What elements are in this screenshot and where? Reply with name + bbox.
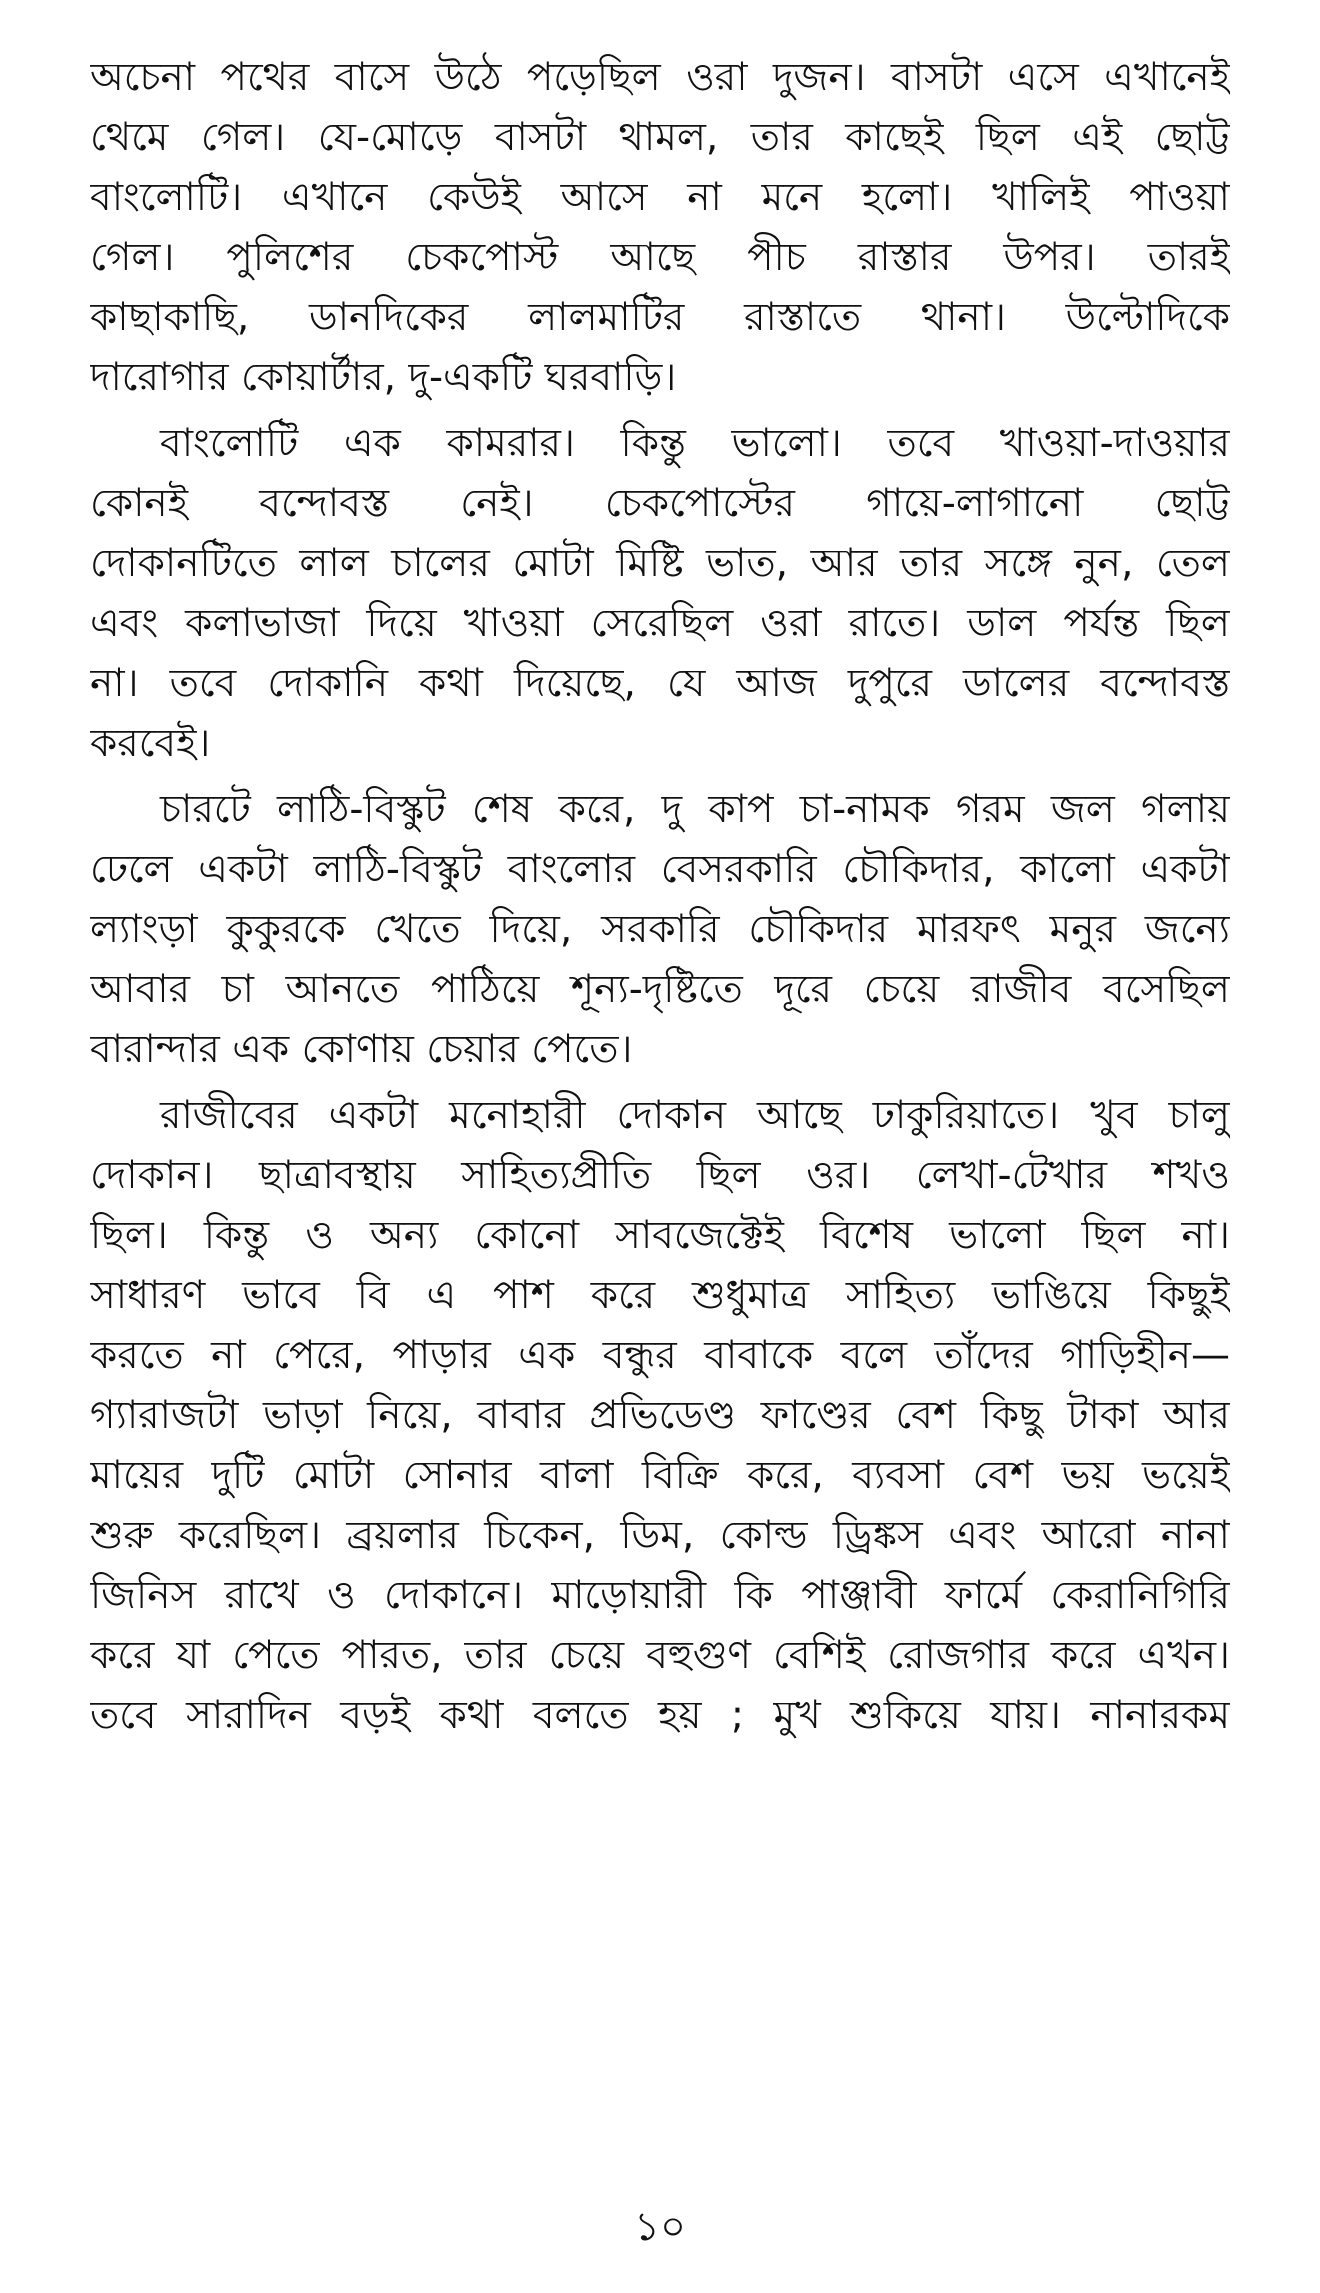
text-line: এবং কলাভাজা দিয়ে খাওয়া সেরেছিল ওরা রাতে। ডাল পর্যন্ত ছিল <box>90 601 1230 646</box>
text-line: করতে না পেরে, পাড়ার এক বন্ধুর বাবাকে বলে তাঁদের গাড়িহীন— <box>90 1333 1230 1378</box>
text-line: থেমে গেল। যে-মোড়ে বাসটা থামল, তার কাছেই ছিল এই ছোট্ট <box>90 115 1230 160</box>
text-line: জিনিস রাখে ও দোকানে। মাড়োয়ারী কি পাঞ্জাবী ফার্মে কেরানিগিরি <box>90 1573 1230 1618</box>
text-line: না। তবে দোকানি কথা দিয়েছে, যে আজ দুপুরে ডালের বন্দোবস্ত <box>90 661 1230 706</box>
text-line: করে যা পেতে পারত, তার চেয়ে বহুগুণ বেশিই রোজগার করে এখন। <box>90 1633 1230 1678</box>
text-line: কাছাকাছি, ডানদিকের লালমাটির রাস্তাতে থানা। উল্টোদিকে <box>90 295 1230 340</box>
paragraph-4 <box>90 1086 1230 1746</box>
text-line: ছিল। কিন্তু ও অন্য কোনো সাবজেক্টেই বিশেষ ভালো ছিল না। <box>90 1213 1230 1258</box>
paragraph-2 <box>90 414 1230 774</box>
text-line: চারটে লাঠি-বিস্কুট শেষ করে, দু কাপ চা-নামক গরম জল গলায় <box>160 787 1230 832</box>
text-line: গেল। পুলিশের চেকপোস্ট আছে পীচ রাস্তার উপর। তারই <box>90 235 1230 280</box>
text-line: ঢেলে একটা লাঠি-বিস্কুট বাংলোর বেসরকারি চৌকিদার, কালো একটা <box>90 847 1230 892</box>
text-line: দারোগার কোয়ার্টার, দু-একটি ঘরবাড়ি। <box>90 355 677 400</box>
text-line: দোকানটিতে লাল চালের মোটা মিষ্টি ভাত, আর তার সঙ্গে নুন, তেল <box>90 541 1230 586</box>
text-line: অচেনা পথের বাসে উঠে পড়েছিল ওরা দুজন। বাসটা এসে এখানেই <box>90 55 1230 100</box>
paragraph-1 <box>90 48 1230 408</box>
text-line: বারান্দার এক কোণায় চেয়ার পেতে। <box>90 1027 633 1072</box>
text-line: সাধারণ ভাবে বি এ পাশ করে শুধুমাত্র সাহিত্য ভাঙিয়ে কিছুই <box>90 1273 1230 1318</box>
text-line: শুরু করেছিল। ব্রয়লার চিকেন, ডিম, কোল্ড ড্রিঙ্কস এবং আরো নানা <box>90 1513 1230 1558</box>
text-line: করবেই। <box>90 721 211 766</box>
text-line: বাংলোটি এক কামরার। কিন্তু ভালো। তবে খাওয়া-দাওয়ার <box>160 421 1230 466</box>
text-line: মায়ের দুটি মোটা সোনার বালা বিক্রি করে, ব্যবসা বেশ ভয় ভয়েই <box>90 1453 1230 1498</box>
text-line: আবার চা আনতে পাঠিয়ে শূন্য-দৃষ্টিতে দূরে চেয়ে রাজীব বসেছিল <box>90 967 1230 1012</box>
text-line: গ্যারাজটা ভাড়া নিয়ে, বাবার প্রভিডেণ্ড ফাণ্ডের বেশ কিছু টাকা আর <box>90 1393 1230 1438</box>
paragraph-3 <box>90 780 1230 1080</box>
page-number: ১০ <box>634 2204 686 2250</box>
text-line: দোকান। ছাত্রাবস্থায় সাহিত্যপ্রীতি ছিল ওর। লেখা-টেখার শখও <box>90 1153 1230 1198</box>
text-line: তবে সারাদিন বড়ই কথা বলতে হয় ; মুখ শুকিয়ে যায়। নানারকম <box>90 1693 1230 1738</box>
text-line: ল্যাংড়া কুকুরকে খেতে দিয়ে, সরকারি চৌকিদার মারফৎ মনুর জন্যে <box>90 907 1230 952</box>
body-text <box>90 48 1230 1746</box>
text-line: রাজীবের একটা মনোহারী দোকান আছে ঢাকুরিয়াতে। খুব চালু <box>160 1093 1230 1138</box>
text-line: কোনই বন্দোবস্ত নেই। চেকপোস্টের গায়ে-লাগানো ছোট্ট <box>90 481 1230 526</box>
text-line: বাংলোটি। এখানে কেউই আসে না মনে হলো। খালিই পাওয়া <box>90 175 1230 220</box>
